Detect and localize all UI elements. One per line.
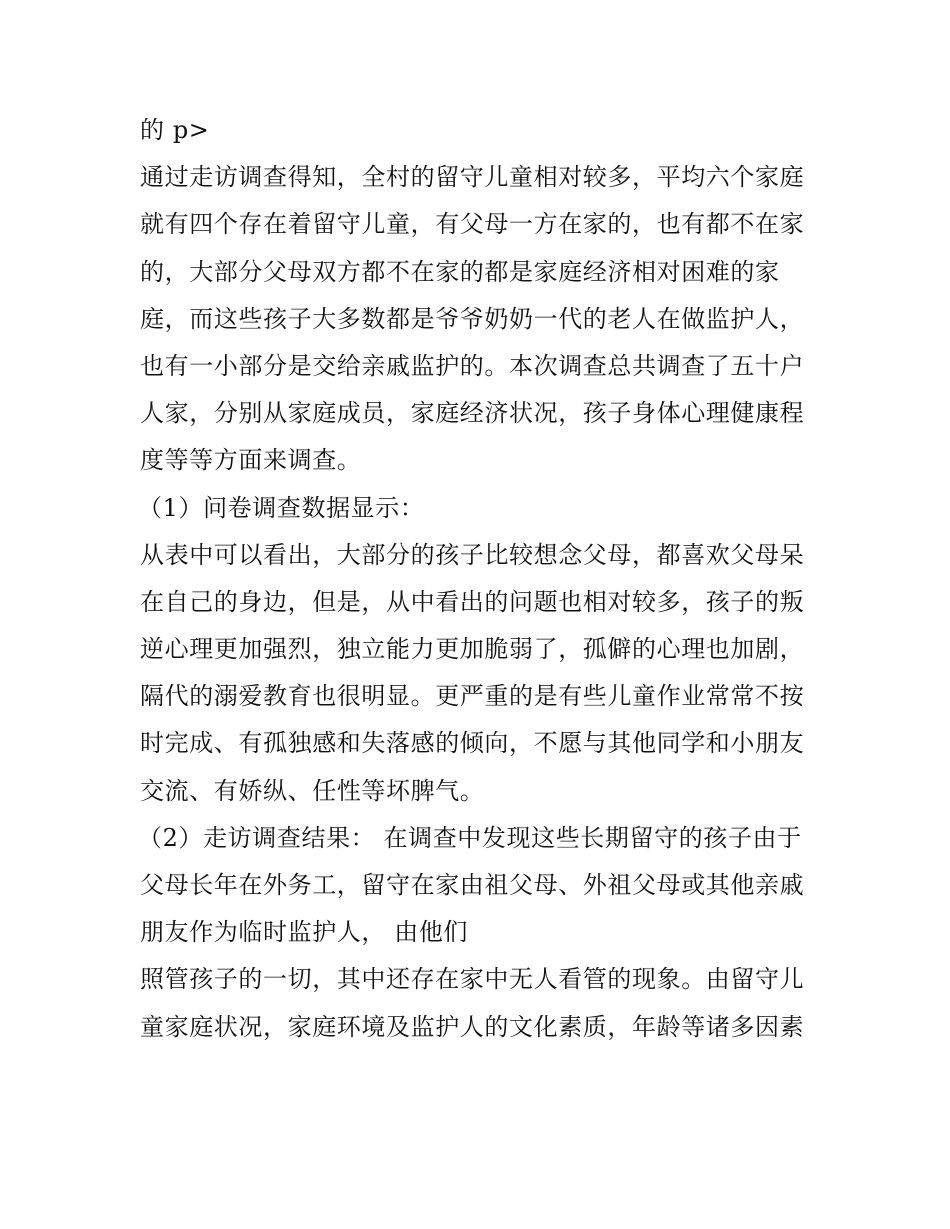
text-line: 度等等方面来调查。 [140, 446, 362, 475]
text-line: 也有一小部分是交给亲戚监护的。本次调查总共调查了五十户 [140, 351, 805, 380]
text-line: 童家庭状况，家庭环境及监护人的文化素质，年龄等诸多因素 [140, 1012, 805, 1041]
text-line: 人家，分别从家庭成员，家庭经济状况，孩子身体心理健康程 [140, 399, 805, 428]
text-line: 在自己的身边，但是，从中看出的问题也相对较多，孩子的叛 [140, 587, 805, 616]
text-line: 隔代的溺爱教育也很明显。更严重的是有些儿童作业常常不按 [140, 682, 805, 711]
text-line: 逆心理更加强烈，独立能力更加脆弱了，孤僻的心理也加剧， [140, 635, 805, 664]
section-heading-visit-results: （2）走访调查结果： 在调查中发现这些长期留守的孩子由于 [138, 823, 802, 852]
document-body [140, 107, 820, 1051]
text-line: 的，大部分父母双方都不在家的都是家庭经济相对困难的家 [140, 257, 780, 286]
text-line: 交流、有娇纵、任性等坏脾气。 [140, 776, 485, 805]
text-line: 朋友作为临时监护人， 由他们 [140, 918, 469, 947]
section-heading-questionnaire: （1）问卷调查数据显示： [138, 493, 425, 522]
text-line: 的 p> [140, 116, 210, 144]
text-line: 父母长年在外务工，留守在家由祖父母、外祖父母或其他亲戚 [140, 871, 805, 899]
text-line: 时完成、有孤独感和失落感的倾向，不愿与其他同学和小朋友 [140, 729, 805, 758]
text-line: 就有四个存在着留守儿童，有父母一方在家的，也有都不在家 [140, 210, 805, 239]
text-line: 通过走访调查得知，全村的留守儿童相对较多，平均六个家庭 [140, 163, 805, 192]
text-line: 从表中可以看出，大部分的孩子比较想念父母，都喜欢父母呆 [140, 540, 805, 569]
text-line: 照管孩子的一切，其中还存在家中无人看管的现象。由留守儿 [140, 965, 805, 994]
text-line: 庭，而这些孩子大多数都是爷爷奶奶一代的老人在做监护人， [140, 304, 805, 333]
